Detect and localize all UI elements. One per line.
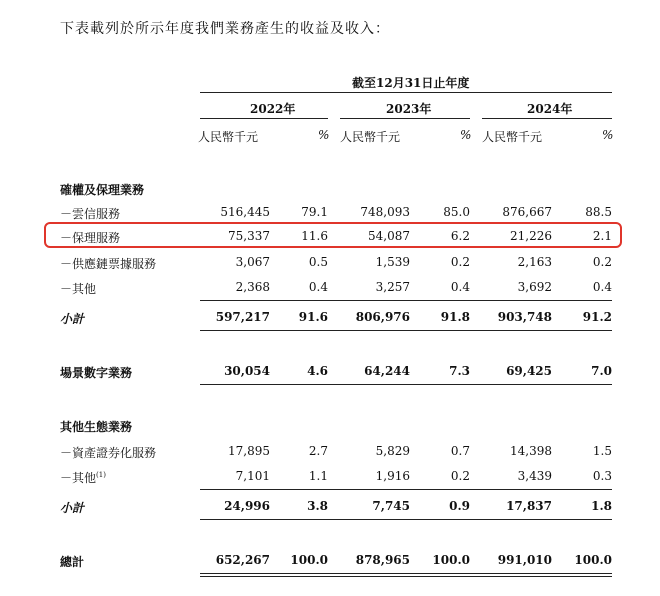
row-label: －保理服務 [60,231,121,245]
cell-value: 5,829 [375,444,410,458]
cell-value: 0.7 [450,444,470,458]
pct-label: % [318,128,330,142]
subtotal-value: 3.8 [307,499,328,513]
row-label: －其他$^{(1)}$ [60,471,106,485]
cell-value: 3,692 [517,280,552,294]
subtotal-value: 7,745 [372,499,410,513]
subtotal-value: 1.8 [591,499,612,513]
section-title: 確權及保理業務 [60,183,145,197]
cell-value: 75,337 [228,229,270,243]
section-rule [200,384,612,385]
subtotal-label: 小計 [60,501,85,515]
subtotal-value: 91.2 [582,310,612,324]
cell-value: 64,244 [364,364,410,378]
total-value: 652,267 [215,553,270,567]
total-rule [200,573,612,574]
cell-value: 0.4 [450,280,470,294]
cell-value: 88.5 [585,205,612,219]
cell-value: 1.1 [308,469,328,483]
year-2023-underline [340,118,470,119]
unit-label: 人民幣千元 [198,130,259,144]
period-underline [200,92,612,93]
unit-label: 人民幣千元 [340,130,401,144]
cell-value: 0.2 [592,255,612,269]
cell-value: 54,087 [368,229,410,243]
cell-value: 0.2 [450,469,470,483]
subtotal-value: 91.6 [298,310,328,324]
subtotal-rule [200,300,612,301]
cell-value: 0.2 [450,255,470,269]
cell-value: 30,054 [224,364,270,378]
row-label: －雲信服務 [60,207,121,221]
cell-value: 11.6 [301,229,328,243]
row-label: －供應鏈票據服務 [60,257,157,271]
cell-value: 7.3 [449,364,470,378]
cell-value: 4.6 [307,364,328,378]
subtotal-value: 0.9 [449,499,470,513]
year-2024-underline [482,118,612,119]
cell-value: 1,916 [375,469,410,483]
intro-text: 下表載列於所示年度我們業務產生的收益及收入： [60,21,390,37]
year-2022: 2022年 [250,102,296,116]
pct-label: % [602,128,614,142]
year-2024: 2024年 [527,102,573,116]
subtotal-value: 806,976 [355,310,410,324]
total-value: 100.0 [290,553,328,567]
cell-value: 1,539 [375,255,410,269]
row-label: －其他 [60,282,97,296]
total-value: 100.0 [574,553,612,567]
cell-value: 0.5 [308,255,328,269]
total-value: 100.0 [432,553,470,567]
cell-value: 3,067 [235,255,270,269]
subtotal-bottom-rule [200,519,612,520]
period-header: 截至12月31日止年度 [352,76,470,90]
cell-value: 69,425 [506,364,552,378]
total-double-rule [200,576,612,577]
cell-value: 2.7 [308,444,328,458]
cell-value: 14,398 [510,444,552,458]
cell-value: 3,439 [517,469,552,483]
cell-value: 516,445 [220,205,270,219]
subtotal-rule [200,489,612,490]
total-value: 991,010 [497,553,552,567]
cell-value: 748,093 [360,205,410,219]
subtotal-value: 17,837 [506,499,552,513]
total-value: 878,965 [355,553,410,567]
cell-value: 0.4 [592,280,612,294]
cell-value: 7,101 [235,469,270,483]
cell-value: 17,895 [228,444,270,458]
footnote-marker: (1) [96,471,106,479]
row-label: －資產證券化服務 [60,446,157,460]
subtotal-value: 24,996 [224,499,270,513]
unit-label: 人民幣千元 [482,130,543,144]
cell-value: 1.5 [592,444,612,458]
cell-value: 21,226 [510,229,552,243]
cell-value: 2,163 [517,255,552,269]
cell-value: 0.4 [308,280,328,294]
year-2023: 2023年 [386,102,432,116]
subtotal-value: 91.8 [440,310,470,324]
subtotal-label: 小計 [60,312,85,326]
cell-value: 876,667 [502,205,552,219]
year-2022-underline [200,118,328,119]
subtotal-value: 597,217 [215,310,270,324]
pct-label: % [460,128,472,142]
section-title: 其他生態業務 [60,420,133,434]
subtotal-value: 903,748 [497,310,552,324]
subtotal-bottom-rule [200,330,612,331]
cell-value: 2.1 [592,229,612,243]
section-title: 場景數字業務 [60,366,133,380]
cell-value: 0.3 [592,469,612,483]
cell-value: 79.1 [301,205,328,219]
cell-value: 3,257 [375,280,410,294]
cell-value: 2,368 [235,280,270,294]
cell-value: 6.2 [450,229,470,243]
cell-value: 7.0 [591,364,612,378]
total-label: 總計 [60,555,85,569]
cell-value: 85.0 [443,205,470,219]
